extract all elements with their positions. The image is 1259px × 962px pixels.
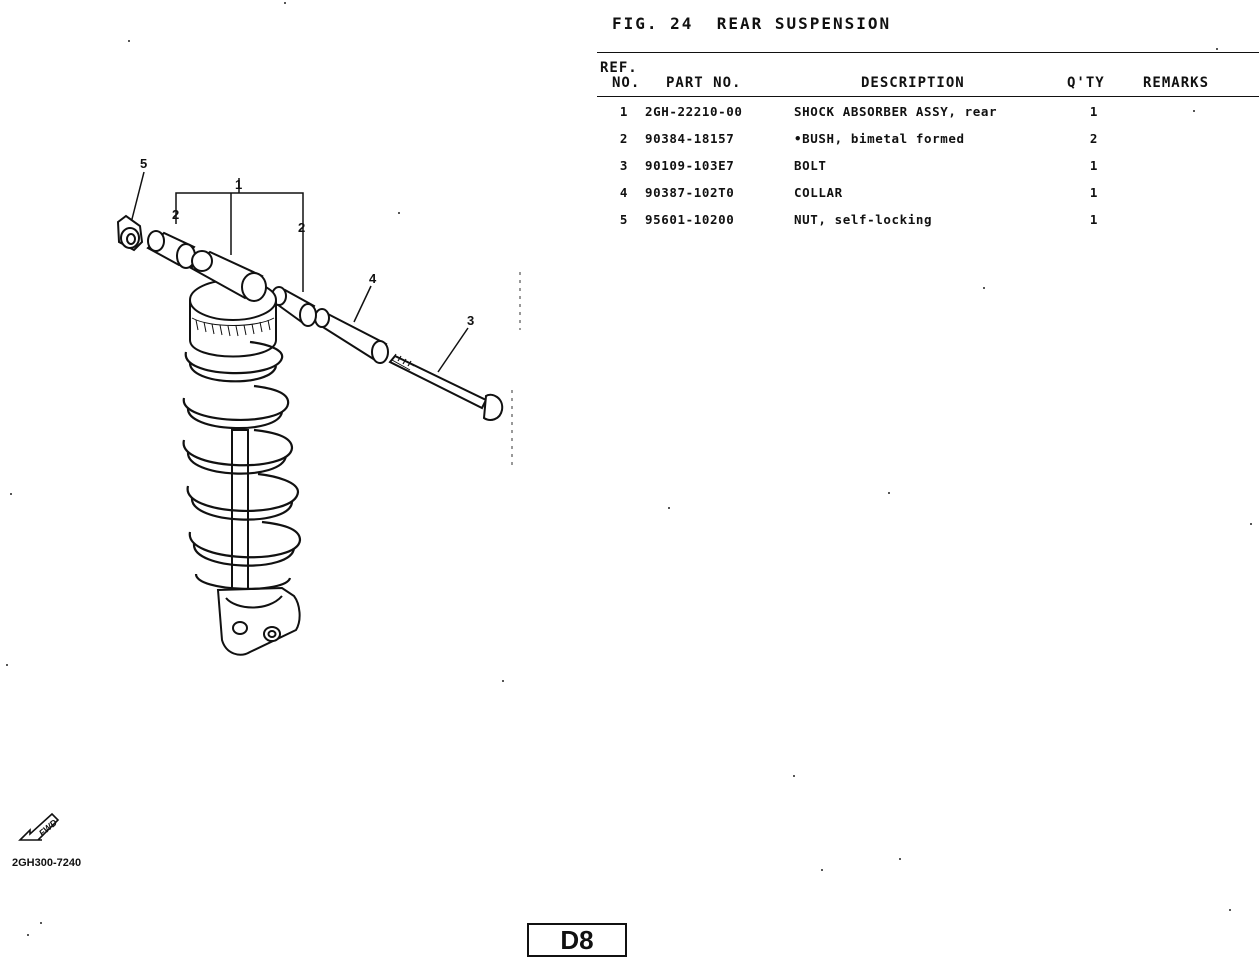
row-description: •BUSH, bimetal formed <box>794 131 965 146</box>
callout-lines <box>131 172 468 372</box>
bolt-part <box>390 354 502 420</box>
row-ref: 1 <box>619 104 628 119</box>
callout-2-right: 2 <box>298 220 306 235</box>
row-description: BOLT <box>794 158 827 173</box>
row-ref: 2 <box>619 131 628 146</box>
fwd-icon-text: FWD <box>36 817 60 839</box>
row-description: SHOCK ABSORBER ASSY, rear <box>794 104 998 119</box>
row-qty: 1 <box>1089 158 1099 173</box>
callout-5: 5 <box>140 156 148 171</box>
callout-1: 1 <box>235 177 243 192</box>
row-qty: 1 <box>1089 185 1099 200</box>
table-row <box>0 104 1259 130</box>
row-qty: 1 <box>1089 104 1099 119</box>
header-part-no: PART NO. <box>666 75 742 91</box>
row-part-no: 90109-103E7 <box>645 158 735 173</box>
bush-left-part <box>148 231 195 268</box>
row-qty: 1 <box>1089 212 1099 227</box>
row-description: COLLAR <box>794 185 843 200</box>
callout-4: 4 <box>369 271 377 286</box>
header-description: DESCRIPTION <box>861 75 965 91</box>
nut-part <box>118 216 142 250</box>
callout-3: 3 <box>467 313 475 328</box>
header-ref-line2: NO. <box>612 75 641 91</box>
row-part-no: 90387-102T0 <box>645 185 735 200</box>
collar-part <box>315 309 388 363</box>
drawing-code: 2GH300-7240 <box>12 857 82 869</box>
row-description: NUT, self-locking <box>794 212 933 227</box>
figure-title: FIG. 24 REAR SUSPENSION <box>612 14 892 33</box>
row-ref: 5 <box>619 212 628 227</box>
row-part-no: 90384-18157 <box>645 131 735 146</box>
page-label: D8 <box>527 923 627 957</box>
row-part-no: 95601-10200 <box>645 212 735 227</box>
margin-dashes <box>512 272 520 470</box>
header-remarks: REMARKS <box>1143 75 1210 91</box>
row-ref: 3 <box>619 158 628 173</box>
bush-right-part <box>272 287 316 326</box>
header-ref-line1: REF. <box>600 60 638 76</box>
header-bottom-rule <box>597 96 1259 97</box>
shock-absorber-part <box>190 251 300 655</box>
fwd-arrow-icon <box>16 810 62 850</box>
table-top-rule <box>597 52 1259 53</box>
row-part-no: 2GH-22210-00 <box>645 104 743 119</box>
header-qty: Q'TY <box>1067 75 1105 91</box>
exploded-diagram <box>0 130 540 670</box>
callout-2-left: 2 <box>172 207 180 222</box>
row-ref: 4 <box>619 185 628 200</box>
row-qty: 2 <box>1089 131 1099 146</box>
